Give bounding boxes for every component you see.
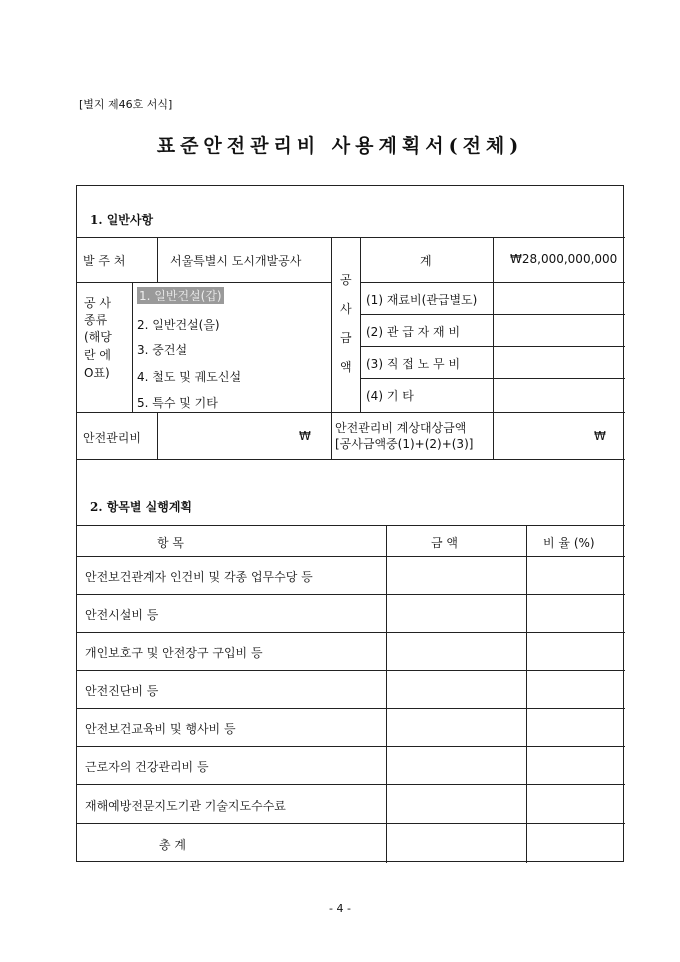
table-row-label: 안전시설비 등 xyxy=(85,608,159,622)
safety-cost-label: 안전관리비 xyxy=(83,431,141,445)
form-table xyxy=(76,185,624,862)
amount-label-char: 액 xyxy=(340,360,352,374)
work-type-label-line: (해당 xyxy=(84,330,112,344)
form-label: [별지 제46호 서식] xyxy=(79,98,173,111)
client-label: 발 주 처 xyxy=(83,254,126,268)
cost-item: (1) 재료비(관급별도) xyxy=(366,293,478,307)
table-row-label: 재해예방전문지도기관 기술지도수수료 xyxy=(85,799,286,813)
work-type-option[interactable]: 2. 일반건설(을) xyxy=(137,318,220,332)
table-row-label: 안전보건교육비 및 행사비 등 xyxy=(85,722,236,736)
grand-total-label: 총 계 xyxy=(159,838,186,852)
work-type-label-line: 공 사 xyxy=(84,296,111,310)
amount-label-char: 금 xyxy=(340,331,352,345)
currency-symbol: ₩ xyxy=(594,429,606,443)
table-row-label: 안전진단비 등 xyxy=(85,684,159,698)
base-amount-label: 안전관리비 계상대상금액 xyxy=(335,421,467,435)
page-title: 표준안전관리비 사용계획서(전체) xyxy=(156,135,524,157)
cost-item: (4) 기 타 xyxy=(366,389,414,403)
column-header-amount: 금 액 xyxy=(431,536,458,550)
work-type-option[interactable]: 4. 철도 및 궤도신설 xyxy=(137,370,242,384)
work-type-label-line: O표) xyxy=(84,366,110,380)
base-amount-formula: [공사금액중(1)+(2)+(3)] xyxy=(335,437,474,451)
total-value: ₩28,000,000,000 xyxy=(510,252,618,266)
currency-symbol: ₩ xyxy=(299,429,311,443)
work-type-label-line: 종류 xyxy=(84,313,108,327)
total-label: 계 xyxy=(420,254,432,268)
cost-item: (3) 직 접 노 무 비 xyxy=(366,357,461,371)
client-value: 서울특별시 도시개발공사 xyxy=(170,254,302,268)
section2-heading: 2. 항목별 실행계획 xyxy=(90,500,193,514)
page-number: - 4 - xyxy=(329,902,351,915)
cost-item: (2) 관 급 자 재 비 xyxy=(366,325,461,339)
column-header-item: 항 목 xyxy=(157,536,184,550)
work-type-option[interactable]: 5. 특수 및 기타 xyxy=(137,396,218,410)
table-row-label: 근로자의 건강관리비 등 xyxy=(85,760,209,774)
work-type-option-selected[interactable]: 1. 일반건설(갑) xyxy=(139,289,222,303)
column-header-ratio: 비 율 (%) xyxy=(543,536,595,550)
amount-label-char: 사 xyxy=(340,302,352,316)
section1-heading: 1. 일반사항 xyxy=(90,213,154,227)
table-row-label: 안전보건관계자 인건비 및 각종 업무수당 등 xyxy=(85,570,313,584)
amount-label-char: 공 xyxy=(340,273,352,287)
work-type-option[interactable]: 3. 중건설 xyxy=(137,343,188,357)
work-type-label-line: 란 에 xyxy=(84,348,111,362)
table-row-label: 개인보호구 및 안전장구 구입비 등 xyxy=(85,646,263,660)
